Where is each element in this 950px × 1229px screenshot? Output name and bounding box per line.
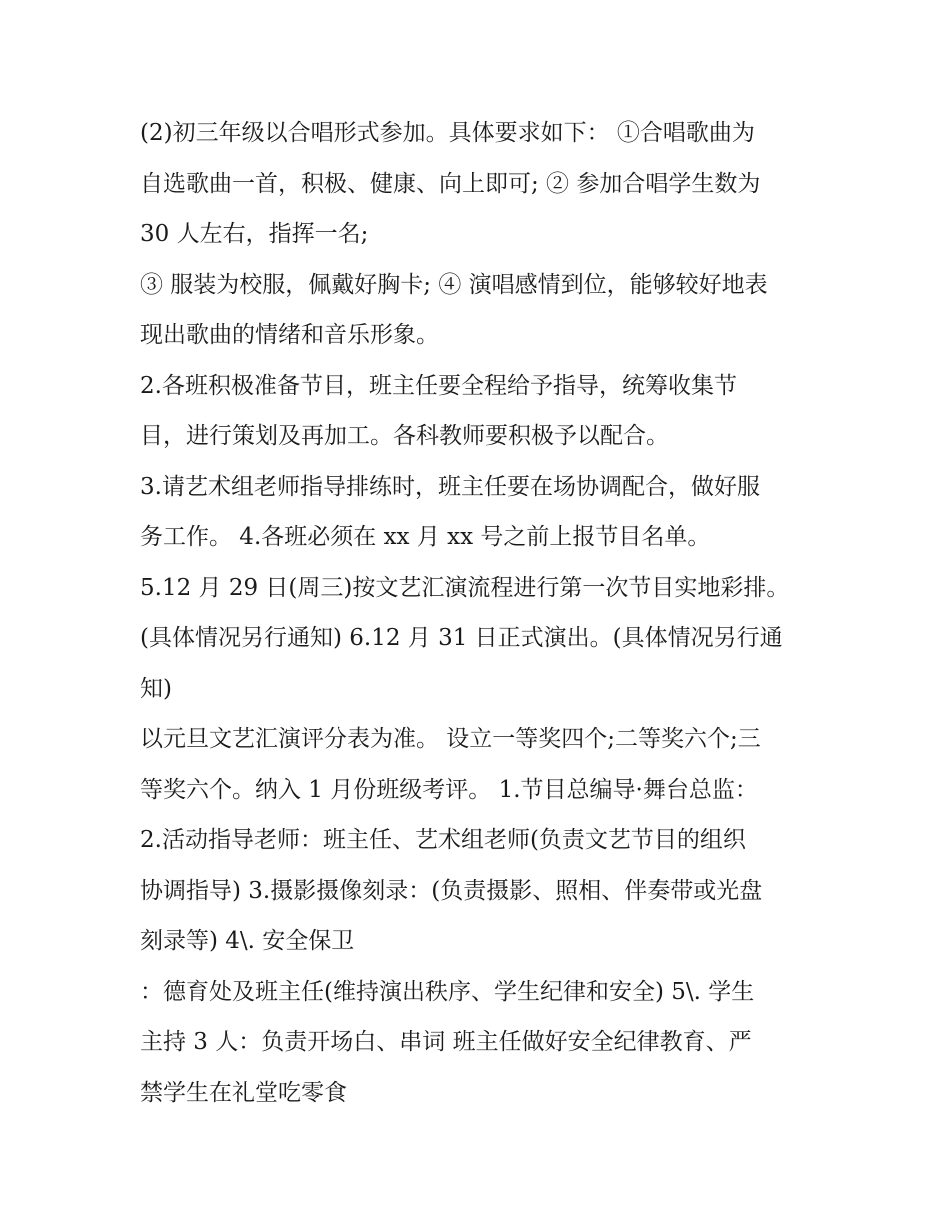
text-line: 30 人左右，指挥一名;: [140, 221, 369, 247]
text-line: 2.活动指导老师：班主任、艺术组老师(负责文艺节目的组织: [140, 827, 746, 853]
text-line: 协调指导) 3.摄影摄像刻录：(负责摄影、照相、伴奏带或光盘: [140, 877, 763, 904]
text-line: 自选歌曲一首，积极、健康、向上即可; ② 参加合唱学生数为: [140, 170, 761, 197]
text-line: 刻录等) 4\. 安全保卫: [140, 928, 355, 954]
text-line: 主持 3 人：负责开场白、串词 班主任做好安全纪律教育、严: [140, 1029, 752, 1055]
text-line: 目，进行策划及再加工。各科教师要积极予以配合。: [140, 423, 669, 449]
text-line: (2)初三年级以合唱形式参加。具体要求如下： ①合唱歌曲为: [140, 120, 755, 146]
text-line: 等奖六个。纳入 1 月份班级考评。 1.节目总编导·舞台总监：: [140, 776, 758, 803]
text-line: 现出歌曲的情绪和音乐形象。: [140, 322, 439, 348]
text-line: (具体情况另行通知) 6.12 月 31 日正式演出。(具体情况另行通: [140, 625, 783, 651]
text-line: 5.12 月 29 日(周三)按文艺汇演流程进行第一次节目实地彩排。: [140, 574, 790, 601]
text-line: 务工作。 4.各班必须在 xx 月 xx 号之前上报节目名单。: [140, 524, 711, 550]
text-line: 3.请艺术组老师指导排练时，班主任要在场协调配合，做好服: [140, 473, 760, 500]
text-line: 2.各班积极准备节目，班主任要全程给予指导，统筹收集节: [140, 372, 737, 399]
text-line: 知): [140, 675, 172, 702]
text-line: 以元旦文艺汇演评分表为准。 设立一等奖四个;二等奖六个;三: [140, 726, 761, 752]
text-line: ③ 服装为校服，佩戴好胸卡; ④ 演唱感情到位，能够较好地表: [140, 271, 768, 298]
text-line: ：德育处及班主任(维持演出秩序、学生纪律和安全) 5\. 学生: [140, 978, 755, 1005]
document-body: [140, 108, 820, 1118]
text-line: 禁学生在礼堂吃零食: [140, 1079, 347, 1106]
